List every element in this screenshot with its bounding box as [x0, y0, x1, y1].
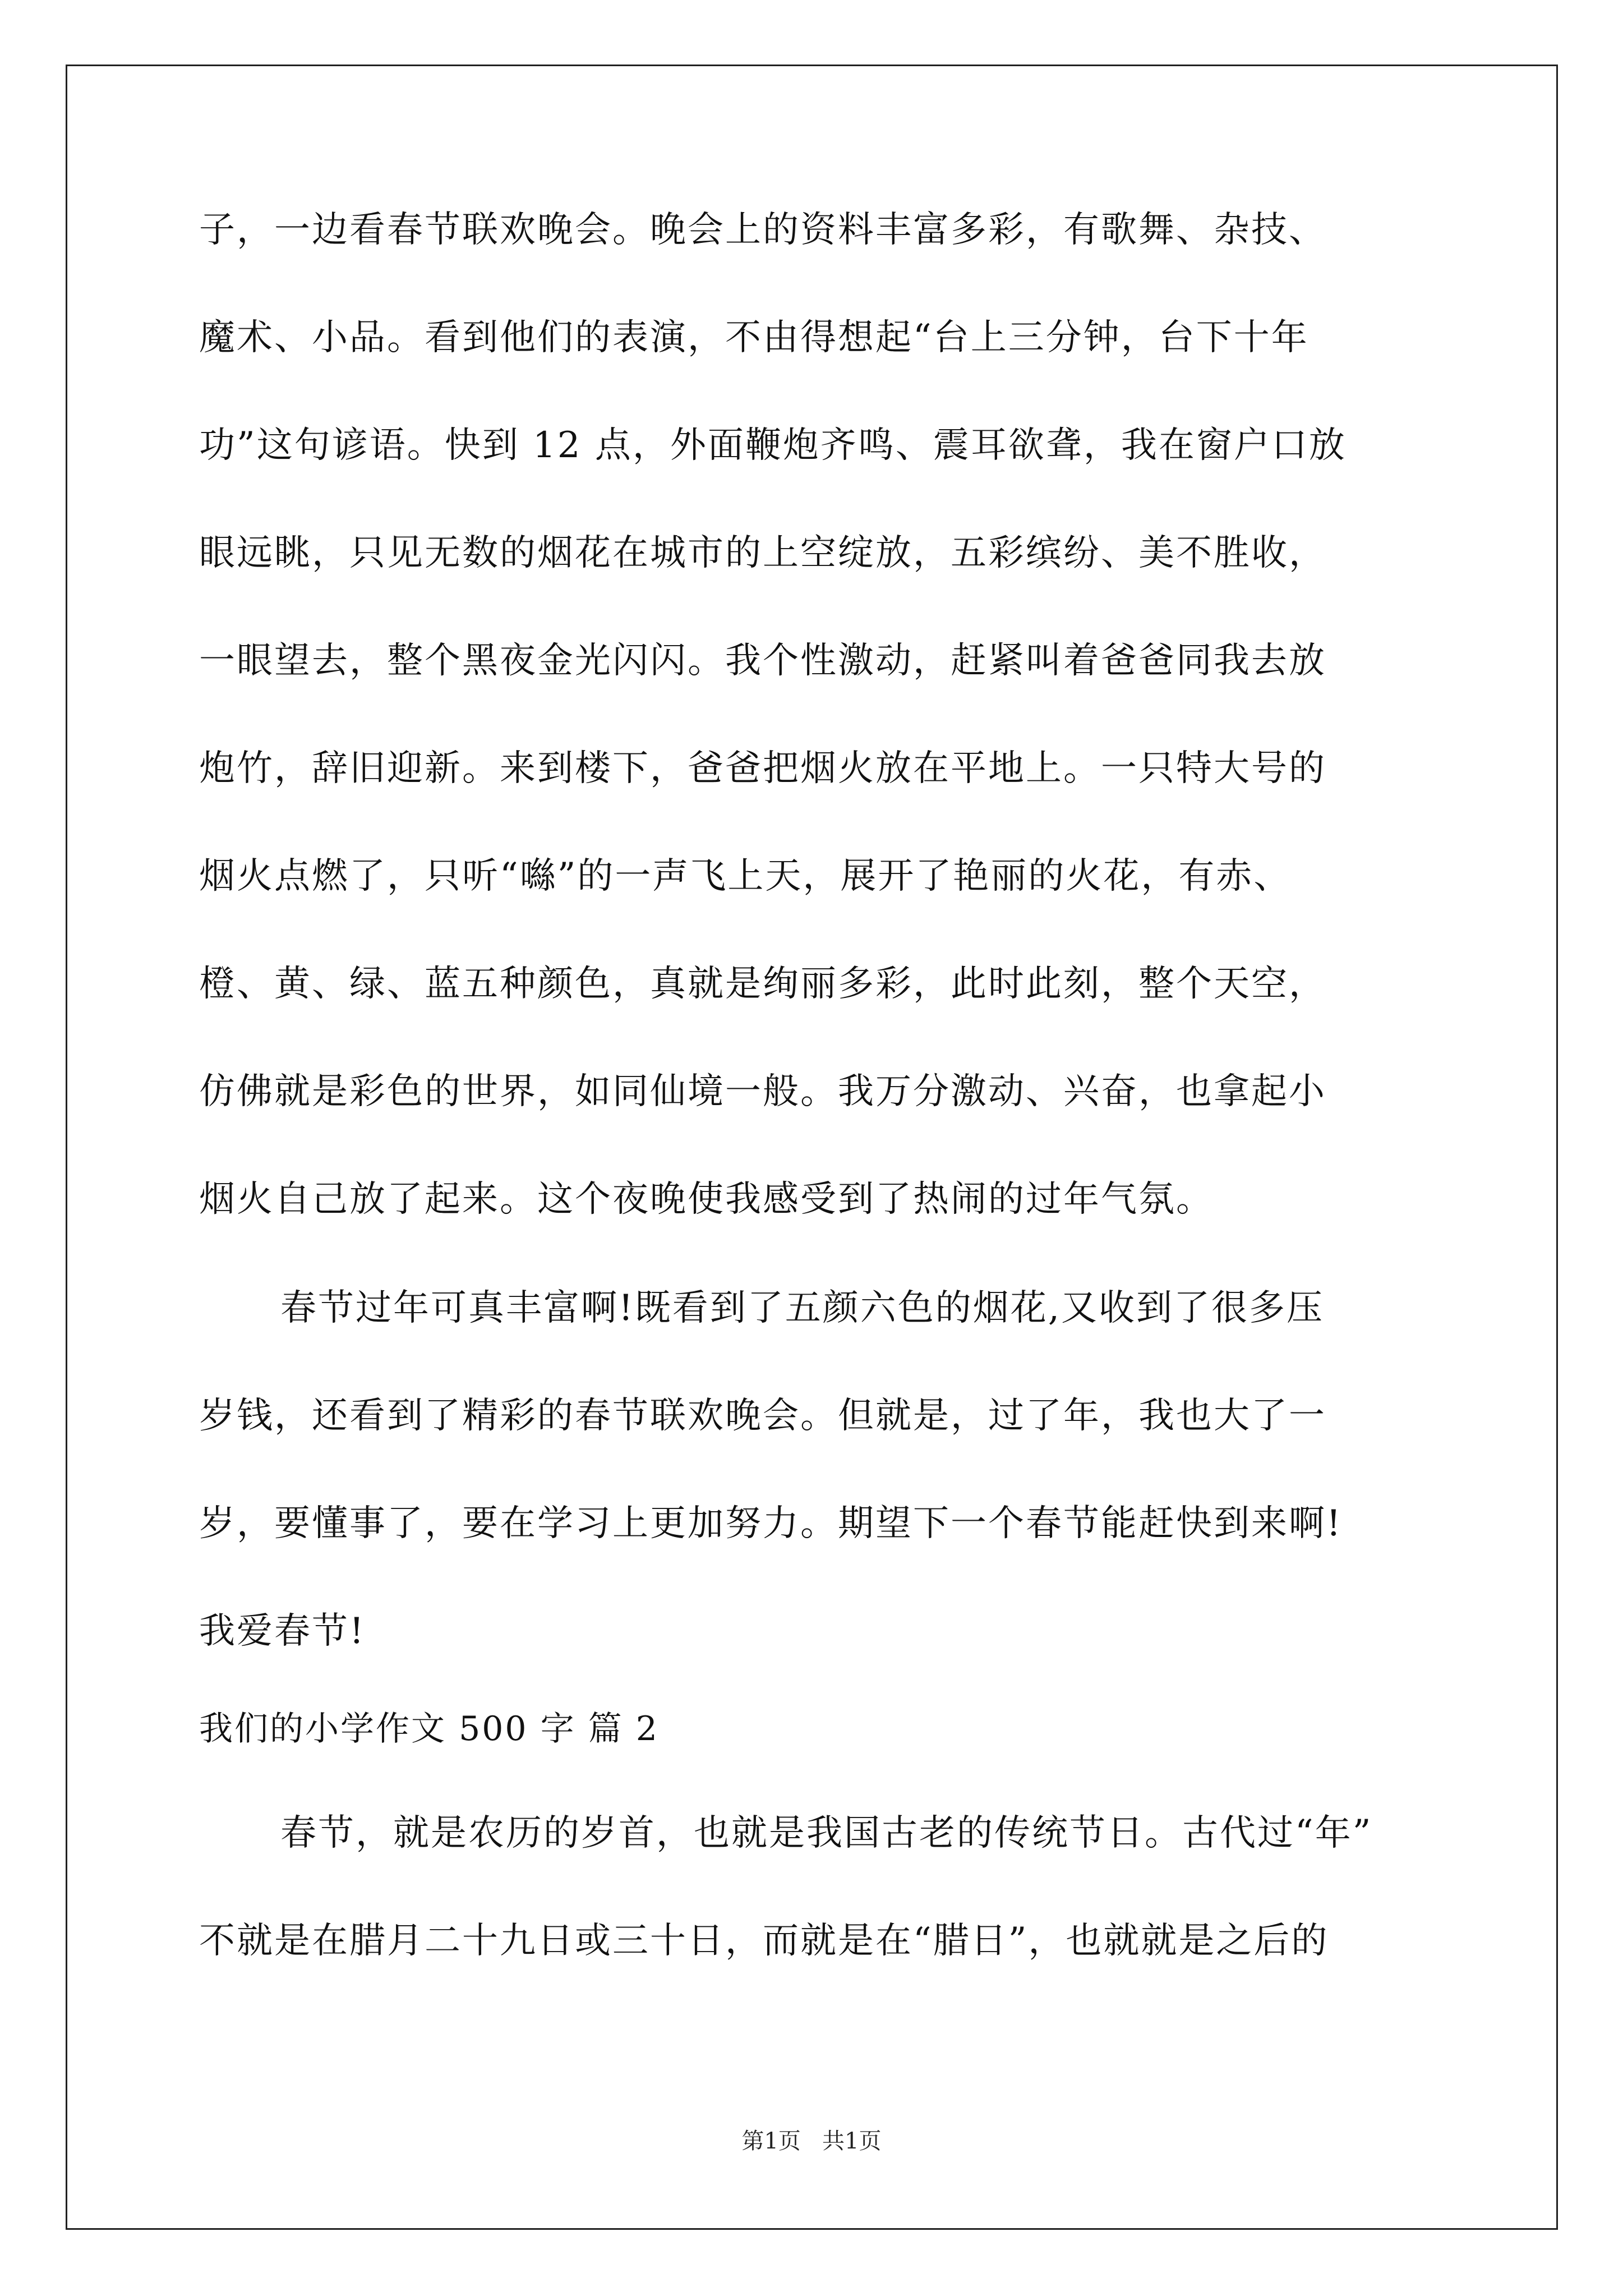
paragraph-line: 岁钱，还看到了精彩的春节联欢晚会。但就是，过了年，我也大了一 — [199, 1395, 1326, 1437]
page-footer: 第1页 共1页 — [741, 2128, 882, 2154]
section-heading: 我们的小学作文 500 字 篇 2 — [199, 1709, 659, 1749]
paragraph-line: 不就是在腊月二十九日或三十日，而就是在“腊日”，也就就是之后的 — [199, 1920, 1329, 1962]
paragraph-line: 炮竹，辞旧迎新。来到楼下，爸爸把烟火放在平地上。一只特大号的 — [199, 748, 1326, 789]
paragraph-line: 橙、黄、绿、蓝五种颜色，真就是绚丽多彩，此时此刻，整个天空， — [199, 963, 1326, 1005]
paragraph-line: 春节，就是农历的岁首，也就是我国古老的传统节日。古代过“年” — [280, 1812, 1373, 1854]
paragraph-line: 一眼望去，整个黑夜金光闪闪。我个性激动，赶紧叫着爸爸同我去放 — [199, 640, 1326, 682]
paragraph-line: 烟火点燃了，只听“噝”的一声飞上天，展开了艳丽的火花，有赤、 — [199, 855, 1292, 897]
paragraph-line: 功”这句谚语。快到 12 点，外面鞭炮齐鸣、震耳欲聋，我在窗户口放 — [199, 425, 1347, 466]
paragraph-line: 魔术、小品。看到他们的表演，不由得想起“台上三分钟，台下十年 — [199, 317, 1309, 358]
paragraph-line: 岁，要懂事了，要在学习上更加努力。期望下一个春节能赶快到来啊! — [199, 1503, 1343, 1544]
paragraph-line: 子，一边看春节联欢晚会。晚会上的资料丰富多彩，有歌舞、杂技、 — [199, 209, 1326, 251]
page-border — [66, 65, 1558, 2230]
paragraph-line: 仿佛就是彩色的世界，如同仙境一般。我万分激动、兴奋，也拿起小 — [199, 1071, 1326, 1112]
paragraph-line: 烟火自己放了起来。这个夜晚使我感受到了热闹的过年气氛。 — [199, 1179, 1214, 1220]
paragraph-line: 我爱春节! — [199, 1611, 366, 1652]
paragraph-line: 眼远眺，只见无数的烟花在城市的上空绽放，五彩缤纷、美不胜收， — [199, 532, 1326, 574]
paragraph-line: 春节过年可真丰富啊!既看到了五颜六色的烟花,又收到了很多压 — [280, 1287, 1325, 1329]
